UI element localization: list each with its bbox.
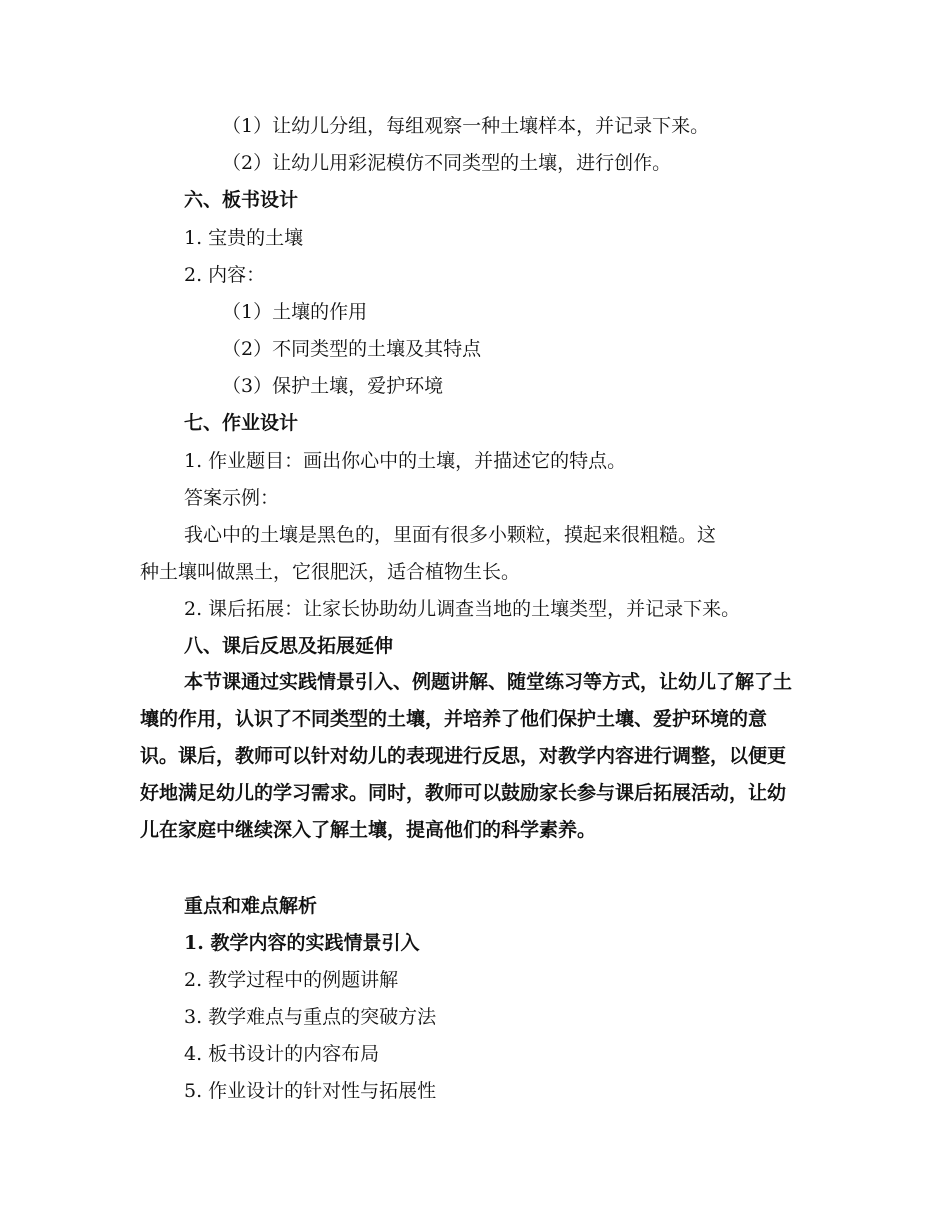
section-heading-reflection: 八、课后反思及拓展延伸 — [184, 635, 394, 657]
answer-label: 答案示例： — [184, 487, 280, 509]
board-subitem-1: （1）土壤的作用 — [222, 301, 368, 323]
reflection-paragraph — [140, 664, 800, 849]
homework-item-1: 1. 作业题目：画出你心中的土壤，并描述它的特点。 — [184, 450, 627, 472]
key-point-item-2: 2. 教学过程中的例题讲解 — [184, 969, 399, 991]
activity-item-1: （1）让幼儿分组，每组观察一种土壤样本，并记录下来。 — [222, 115, 710, 137]
section-heading-homework: 七、作业设计 — [184, 412, 299, 434]
board-item-1: 1. 宝贵的土壤 — [184, 227, 304, 249]
board-item-2: 2. 内容： — [184, 264, 266, 286]
answer-text-line-2: 种土壤叫做黑土，它很肥沃，适合植物生长。 — [140, 561, 521, 583]
board-subitem-3: （3）保护土壤，爱护环境 — [222, 375, 444, 397]
key-point-item-5: 5. 作业设计的针对性与拓展性 — [184, 1080, 437, 1102]
board-subitem-2: （2）不同类型的土壤及其特点 — [222, 338, 482, 360]
section-heading-board-design: 六、板书设计 — [184, 189, 299, 211]
reflection-paragraph-text: 本节课通过实践情景引入、例题讲解、随堂练习等方式，让幼儿了解了土壤的作用，认识了不同类型的土壤，并培养了他们保护土壤、爱护环境的意识。课后，教师可以针对幼儿的表现进行反思，对教学内容进行调整，以便更好地满足幼儿的学习需求。同时，教师可以鼓励家长参与课后拓展活动，让幼儿在家庭中继续深入了解土壤，提高他们的科学素养。 — [140, 671, 793, 841]
key-point-item-1: 1. 教学内容的实践情景引入 — [184, 932, 420, 954]
answer-text-line-1: 我心中的土壤是黑色的，里面有很多小颗粒，摸起来很粗糙。这 — [184, 524, 717, 546]
key-points-heading: 重点和难点解析 — [184, 895, 318, 917]
key-point-item-4: 4. 板书设计的内容布局 — [184, 1043, 380, 1065]
homework-item-2: 2. 课后拓展：让家长协助幼儿调查当地的土壤类型，并记录下来。 — [184, 598, 741, 620]
key-point-item-3: 3. 教学难点与重点的突破方法 — [184, 1006, 437, 1028]
activity-item-2: （2）让幼儿用彩泥模仿不同类型的土壤，进行创作。 — [222, 152, 672, 174]
